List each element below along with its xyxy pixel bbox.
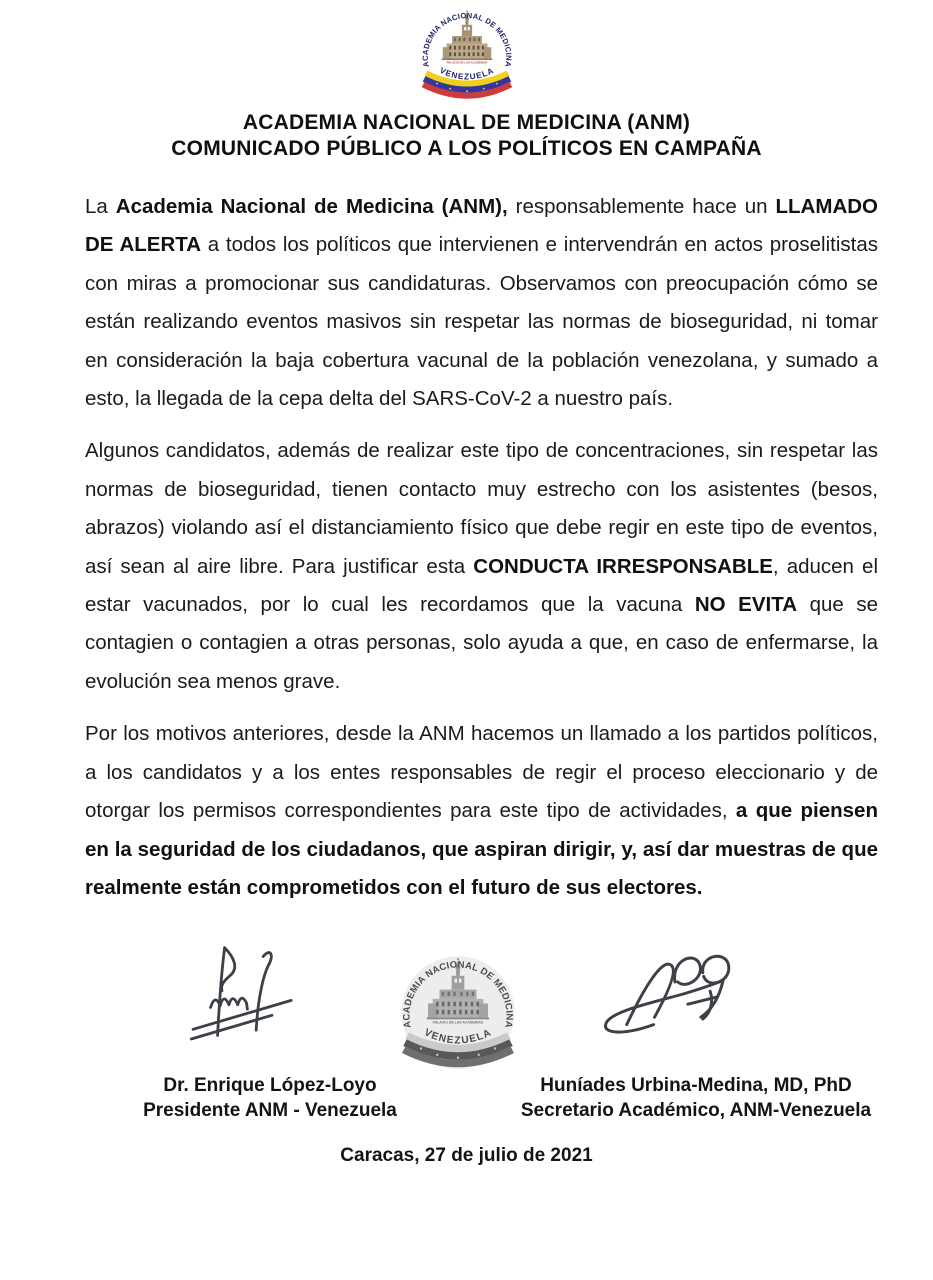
document-title-line2: COMUNICADO PÚBLICO A LOS POLÍTICOS EN CAMPAÑA [171,137,762,160]
document-header [0,0,933,162]
signer-right-role: Secretario Académico, ANM-Venezuela [520,1100,872,1122]
signer-left-role: Presidente ANM - Venezuela [143,1100,397,1122]
body-paragraph: Algunos candidatos, además de realizar este tipo de concentraciones, sin respetar las normas de bioseguridad, tienen contacto muy estrecho con los asistentes (besos, abrazos) violando así el distanciamiento físico que debe regir en este tipo de eventos, así sean al aire libre. Para justificar esta CONDUCTA IRRESPONSABLE, aducen el estar vacunados, por lo cual les recordamos que la vacuna NO EVITA que se contagien o contagien a otras personas, solo ayuda a que, en caso de enfermarse, la evolución sea menos grave. [85,439,878,693]
signature-lopez-loyo-icon [186,933,300,1059]
signature-section [0,933,933,1129]
dateline: Caracas, 27 de julio de 2021 [340,1145,593,1167]
signer-right-name: Huníades Urbina-Medina, MD, PhD [540,1075,852,1097]
document-body [85,188,878,907]
document-title-line1: ACADEMIA NACIONAL DE MEDICINA (ANM) [242,111,691,134]
signer-right [496,1073,896,1123]
body-paragraph: Por los motivos anteriores, desde la ANM hacemos un llamado a los partidos políticos, a los candidatos y a los entes responsables de regir el proceso eleccionario y de otorgar los permisos correspondientes para este tipo de actividades, a que piensen en la seguridad de los ciudadanos, que aspiran dirigir, y, así dar muestras de que realmente están comprometidos con el futuro de sus electores. [85,722,878,899]
signature-urbina-medina-icon [578,943,770,1045]
body-paragraph: La Academia Nacional de Medicina (ANM), responsablemente hace un LLAMADO DE ALERTA a todos los políticos que intervienen e intervendrán en actos proselitistas con miras a promocionar sus candidaturas. Observamos con preocupación cómo se están realizando eventos masivos sin respetar las normas de bioseguridad, ni tomar en consideración la baja cobertura vacunal de la población venezolana, y sumado a esto, la llegada de la cepa delta del SARS-CoV-2 a nuestro país. [85,195,878,411]
anm-seal-logo [411,8,523,105]
signer-left [72,1073,468,1123]
signer-left-name: Dr. Enrique López-Loyo [163,1075,377,1097]
anm-seal-watermark [388,955,528,1075]
